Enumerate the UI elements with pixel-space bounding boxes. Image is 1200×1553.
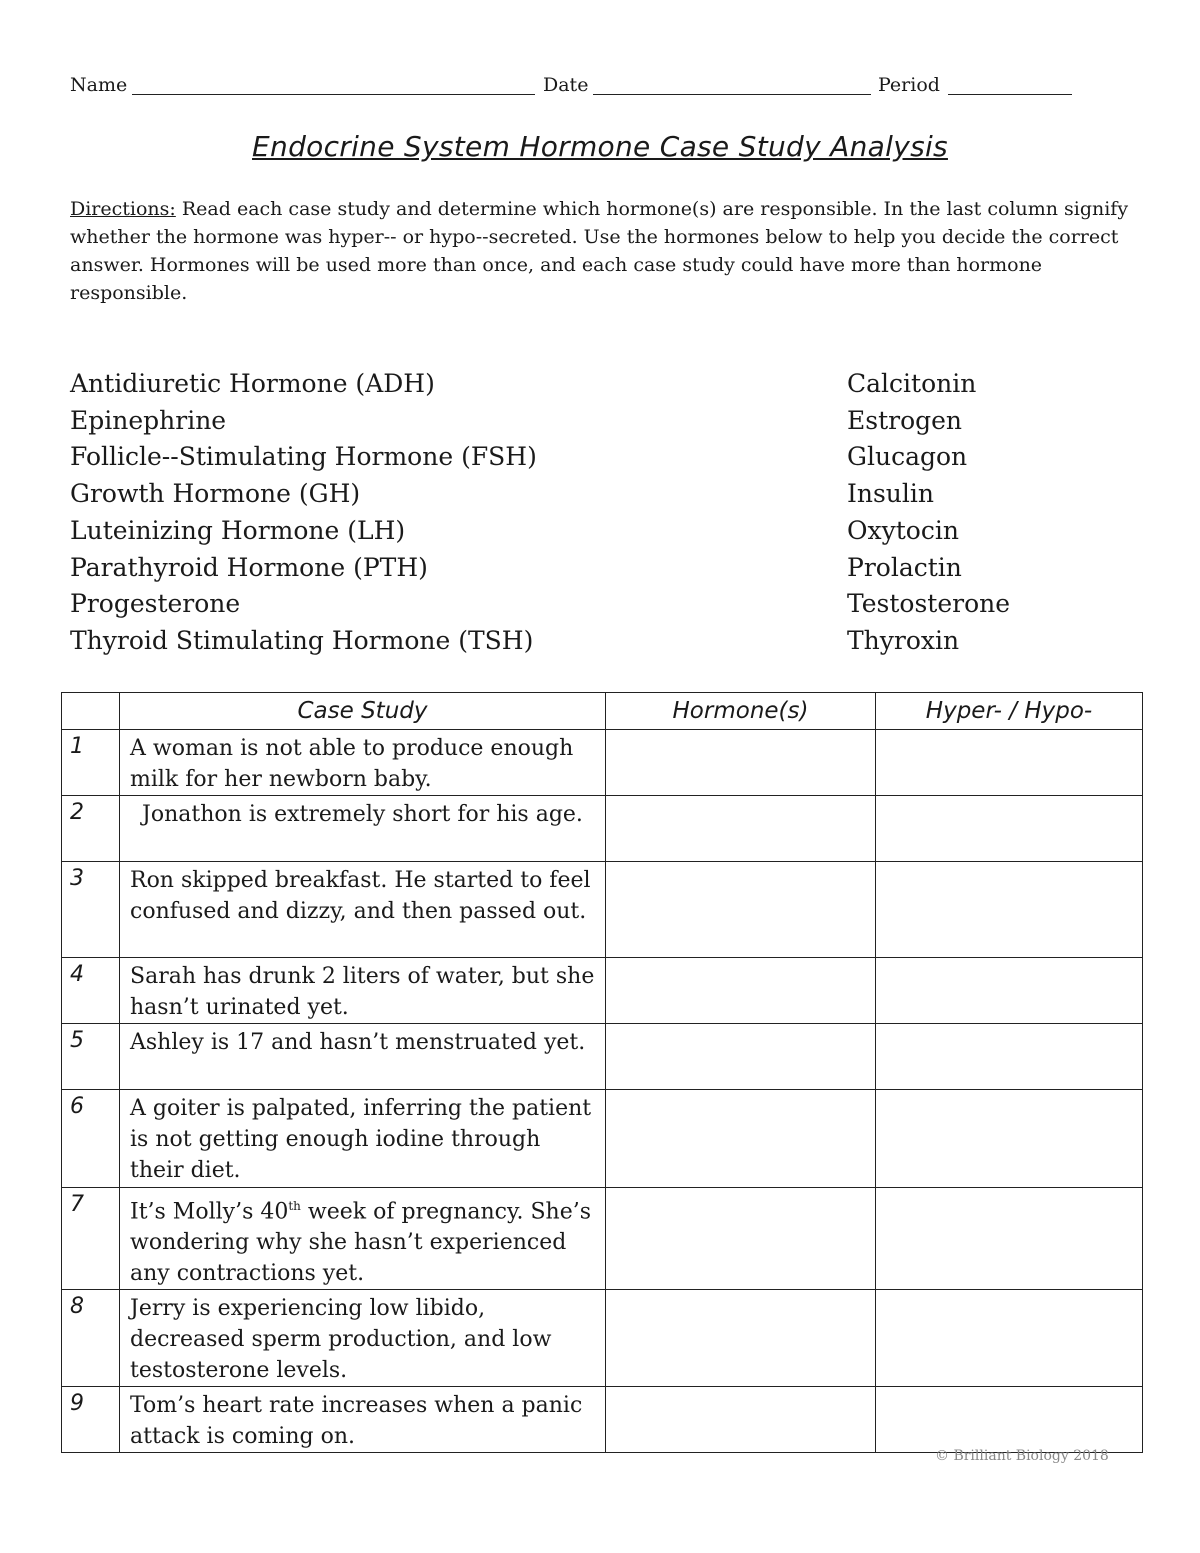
student-info-line bbox=[70, 74, 1080, 104]
case-text bbox=[120, 1188, 606, 1290]
hormone-item: Progesterone bbox=[70, 589, 241, 619]
hormone-item: Insulin bbox=[847, 479, 934, 509]
table-row bbox=[62, 730, 1143, 796]
hormone-item: Thyroxin bbox=[847, 625, 960, 655]
table-row bbox=[62, 1090, 1143, 1188]
hyper-hypo-answer-cell[interactable] bbox=[876, 1090, 1143, 1188]
case-text: Jonathon is extremely short for his age. bbox=[120, 796, 606, 862]
case-text: Jerry is experiencing low libido, decreased sperm production, and low testosterone levels. bbox=[120, 1290, 606, 1387]
case-number: 7 bbox=[62, 1188, 120, 1290]
hormone-item: Growth Hormone (GH) bbox=[70, 479, 361, 509]
table-row bbox=[62, 1290, 1143, 1387]
hormone-item: Estrogen bbox=[847, 405, 963, 435]
hyper-hypo-answer-cell[interactable] bbox=[876, 1387, 1143, 1453]
hyper-hypo-answer-cell[interactable] bbox=[876, 1290, 1143, 1387]
hormone-answer-cell[interactable] bbox=[606, 862, 876, 958]
hormone-item: Oxytocin bbox=[847, 515, 959, 545]
case-text-part: week of pregnancy. She’s wondering why she hasn’t experienced any contractions yet. bbox=[130, 1199, 592, 1287]
hormone-answer-cell[interactable] bbox=[606, 796, 876, 862]
case-text: Sarah has drunk 2 liters of water, but she hasn’t urinated yet. bbox=[120, 958, 606, 1024]
case-number: 3 bbox=[62, 862, 120, 958]
case-number: 8 bbox=[62, 1290, 120, 1387]
case-number: 5 bbox=[62, 1024, 120, 1090]
table-row bbox=[62, 958, 1143, 1024]
hormone-answer-cell[interactable] bbox=[606, 1387, 876, 1453]
hormone-list-left bbox=[70, 366, 537, 660]
hyper-hypo-answer-cell[interactable] bbox=[876, 862, 1143, 958]
table-row bbox=[62, 1188, 1143, 1290]
hormone-item: Parathyroid Hormone (PTH) bbox=[70, 552, 428, 582]
hyper-hypo-answer-cell[interactable] bbox=[876, 796, 1143, 862]
hormone-item: Glucagon bbox=[847, 442, 968, 472]
copyright-footer: © Brilliant Biology 2018 bbox=[935, 1448, 1109, 1464]
hyper-hypo-answer-cell[interactable] bbox=[876, 1188, 1143, 1290]
case-number: 9 bbox=[62, 1387, 120, 1453]
header-hyper-hypo: Hyper- / Hypo- bbox=[876, 693, 1143, 730]
hormone-answer-cell[interactable] bbox=[606, 1024, 876, 1090]
hormone-answer-cell[interactable] bbox=[606, 1290, 876, 1387]
hormone-answer-cell[interactable] bbox=[606, 958, 876, 1024]
case-study-table bbox=[61, 692, 1143, 1453]
hormone-item: Luteinizing Hormone (LH) bbox=[70, 515, 406, 545]
name-label: Name bbox=[70, 74, 128, 96]
period-label: Period bbox=[878, 74, 940, 96]
date-blank[interactable] bbox=[593, 94, 871, 95]
directions-label: Directions: bbox=[70, 198, 176, 220]
case-text: A woman is not able to produce enough milk for her newborn baby. bbox=[120, 730, 606, 796]
case-text: Ron skipped breakfast. He started to feel confused and dizzy, and then passed out. bbox=[120, 862, 606, 958]
table-row bbox=[62, 1387, 1143, 1453]
table-row bbox=[62, 796, 1143, 862]
hyper-hypo-answer-cell[interactable] bbox=[876, 1024, 1143, 1090]
hormone-item: Testosterone bbox=[847, 589, 1011, 619]
case-number: 6 bbox=[62, 1090, 120, 1188]
header-num bbox=[62, 693, 120, 730]
table-header-row bbox=[62, 693, 1143, 730]
header-case-study: Case Study bbox=[120, 693, 606, 730]
hormone-item: Follicle--Stimulating Hormone (FSH) bbox=[70, 442, 537, 472]
date-label: Date bbox=[543, 74, 589, 96]
directions-paragraph bbox=[70, 195, 1130, 307]
case-number: 1 bbox=[62, 730, 120, 796]
table-row bbox=[62, 1024, 1143, 1090]
hormone-item: Thyroid Stimulating Hormone (TSH) bbox=[70, 625, 534, 655]
hormone-item: Antidiuretic Hormone (ADH) bbox=[70, 369, 435, 398]
header-hormones: Hormone(s) bbox=[606, 693, 876, 730]
hormone-list-right bbox=[847, 366, 1010, 660]
hormone-answer-cell[interactable] bbox=[606, 730, 876, 796]
case-text: Tom’s heart rate increases when a panic attack is coming on. bbox=[120, 1387, 606, 1453]
case-text: A goiter is palpated, inferring the patient is not getting enough iodine through their diet. bbox=[120, 1090, 606, 1188]
table-row bbox=[62, 862, 1143, 958]
hyper-hypo-answer-cell[interactable] bbox=[876, 730, 1143, 796]
case-text: Ashley is 17 and hasn’t menstruated yet. bbox=[120, 1024, 606, 1090]
hormone-item: Epinephrine bbox=[70, 405, 227, 435]
name-blank[interactable] bbox=[132, 94, 535, 95]
hormone-item: Prolactin bbox=[847, 552, 962, 582]
hormone-answer-cell[interactable] bbox=[606, 1090, 876, 1188]
case-number: 4 bbox=[62, 958, 120, 1024]
page-title: Endocrine System Hormone Case Study Analysis bbox=[252, 130, 948, 163]
hyper-hypo-answer-cell[interactable] bbox=[876, 958, 1143, 1024]
ordinal-suffix: th bbox=[288, 1199, 301, 1213]
hormone-answer-cell[interactable] bbox=[606, 1188, 876, 1290]
period-blank[interactable] bbox=[948, 94, 1072, 95]
directions-text: Read each case study and determine which hormone(s) are responsible. In the last column signify whether the hormone was hyper-- or hypo--secreted. Use the hormones below to help you decide the correct answer. Hormones will be used more than once, and each case study could have more than hormone responsible. bbox=[70, 198, 1129, 304]
case-text-part: It’s Molly’s 40 bbox=[130, 1199, 289, 1225]
hormone-item: Calcitonin bbox=[847, 369, 977, 398]
case-number: 2 bbox=[62, 796, 120, 862]
